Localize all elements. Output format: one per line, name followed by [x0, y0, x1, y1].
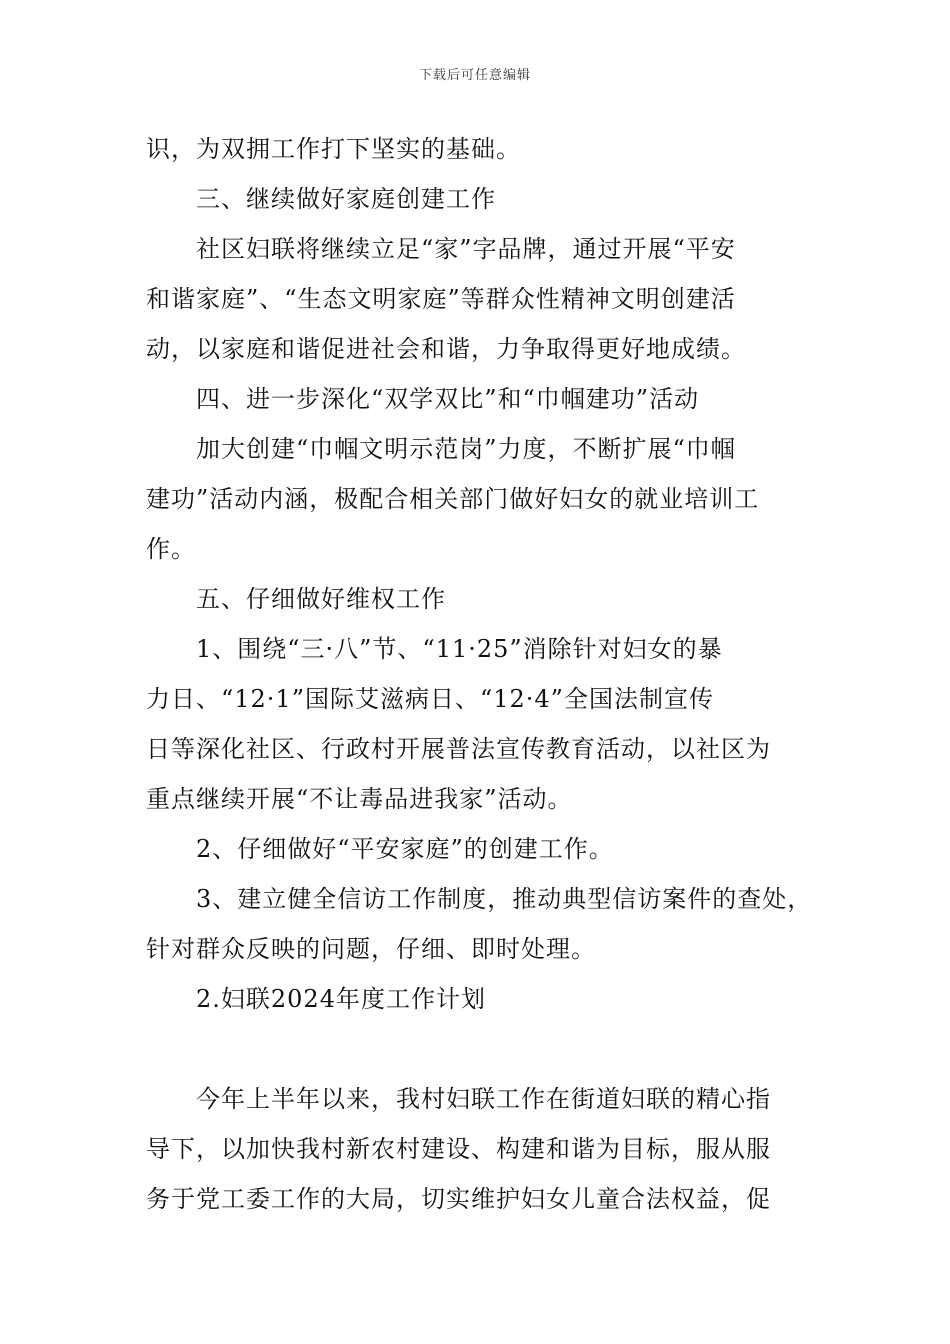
document-title: 2.妇联2024年度工作计划	[196, 985, 486, 1013]
text-line: 针对群众反映的问题，仔细、即时处理。	[146, 935, 596, 963]
text-line: 加大创建“巾帼文明示范岗”力度，不断扩展“巾帼	[196, 435, 736, 463]
text-line: 务于党工委工作的大局，切实维护妇女儿童合法权益，促	[146, 1185, 771, 1213]
blank-line	[146, 1024, 818, 1074]
text-line: 导下，以加快我村新农村建设、构建和谐为目标，服从服	[146, 1135, 771, 1163]
text-line: 作。	[146, 535, 196, 563]
section-heading: 五、仔细做好维权工作	[196, 585, 446, 613]
text-line: 重点继续开展“不让毒品进我家”活动。	[146, 785, 573, 813]
text-line: 动，以家庭和谐促进社会和谐，力争取得更好地成绩。	[146, 335, 746, 363]
text-line: 日等深化社区、行政村开展普法宣传教育活动，以社区为	[146, 735, 771, 763]
text-line: 今年上半年以来，我村妇联工作在街道妇联的精心指	[196, 1085, 771, 1113]
text-line: 1、围绕“三·八”节、“11·25”消除针对妇女的暴	[196, 635, 723, 663]
section-heading: 四、进一步深化“双学双比”和“巾帼建功”活动	[196, 385, 700, 413]
page-header: 下载后可任意编辑	[418, 68, 531, 83]
text-line: 识，为双拥工作打下坚实的基础。	[146, 135, 521, 163]
document-body	[146, 124, 818, 1224]
section-heading: 三、继续做好家庭创建工作	[196, 185, 496, 213]
text-line: 建功”活动内涵，极配合相关部门做好妇女的就业培训工	[146, 485, 760, 513]
text-line: 力日、“12·1”国际艾滋病日、“12·4”全国法制宣传	[146, 685, 714, 713]
text-line: 2、仔细做好“平安家庭”的创建工作。	[196, 835, 614, 863]
text-line: 社区妇联将继续立足“家”字品牌，通过开展“平安	[196, 235, 736, 263]
text-line: 3、建立健全信访工作制度，推动典型信访案件的查处，	[196, 885, 813, 913]
text-line: 和谐家庭”、“生态文明家庭”等群众性精神文明创建活	[146, 285, 736, 313]
